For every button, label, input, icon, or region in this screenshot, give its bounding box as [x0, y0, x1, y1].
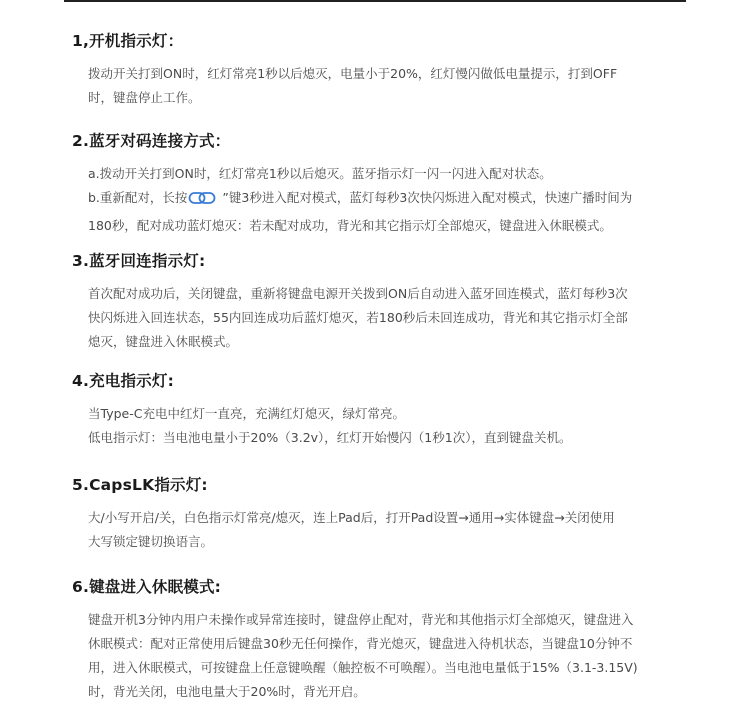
body-line-end: ”键3秒进入配对模式，蓝灯每秒3次快闪烁进入配对模式，快速广播时间为 — [218, 190, 633, 205]
body-line: 用，进入休眠模式，可按键盘上任意键唤醒（触控板不可唤醒）。当电池电量低于15%（3.1-3.15V) — [88, 660, 638, 675]
section-charging-indicator — [72, 370, 712, 474]
section-title: 1,开机指示灯： — [72, 32, 184, 50]
section-bluetooth-reconnect — [72, 250, 712, 370]
body-line: 时，背光关闭，电池电量大于20%时，背光开启。 — [88, 684, 366, 699]
instructions-content — [72, 30, 712, 704]
section-power-indicator — [72, 30, 712, 130]
section-body — [88, 506, 712, 554]
body-line: 当Type-C充电中红灯一直亮，充满红灯熄灭，绿灯常亮。 — [88, 406, 405, 421]
body-line: 大写锁定键切换语言。 — [88, 534, 214, 549]
body-line: 180秒，配对成功蓝灯熄灭：若未配对成功，背光和其它指示灯全部熄灭，键盘进入休眠模式。 — [88, 218, 612, 233]
body-line: 熄灭，键盘进入休眠模式。 — [88, 334, 239, 349]
section-capslock-indicator — [72, 474, 712, 576]
body-line: 低电指示灯：当电池电量小于20%（3.2v），红灯开始慢闪（1秒1次），直到键盘关机。 — [88, 430, 572, 445]
body-line — [88, 186, 712, 214]
section-body — [88, 608, 712, 704]
body-line: a.拨动开关打到ON时，红灯常亮1秒以后熄灭。蓝牙指示灯一闪一闪进入配对状态。 — [88, 166, 552, 181]
section-sleep-mode — [72, 576, 712, 704]
body-line: 休眠模式：配对正常使用后键盘30秒无任何操作，背光熄灭，键盘进入待机状态，当键盘10分钟不 — [88, 636, 633, 651]
section-body — [88, 402, 712, 450]
body-line-start: b.重新配对，长按 — [88, 190, 188, 205]
body-line: 拨动开关打到ON时，红灯常亮1秒以后熄灭，电量小于20%，红灯慢闪做低电量提示，打到OFF — [88, 66, 618, 81]
section-bluetooth-pairing — [72, 130, 712, 250]
body-line: 时，键盘停止工作。 — [88, 90, 201, 105]
section-title: 2.蓝牙对码连接方式： — [72, 132, 231, 150]
section-body — [88, 282, 712, 354]
section-title: 3.蓝牙回连指示灯: — [72, 252, 206, 270]
section-title: 5.CapsLK指示灯: — [72, 476, 208, 494]
section-body — [88, 62, 712, 110]
section-title: 4.充电指示灯: — [72, 372, 174, 390]
body-line: 大/小写开启/关，白色指示灯常亮/熄灭，连上Pad后，打开Pad设置→通用→实体键盘→关闭使用 — [88, 510, 615, 525]
body-line: 键盘开机3分钟内用户未操作或异常连接时，键盘停止配对，背光和其他指示灯全部熄灭，键盘进入 — [88, 612, 634, 627]
section-body — [88, 162, 712, 238]
link-icon — [188, 190, 216, 214]
body-line: 快闪烁进入回连状态，55内回连成功后蓝灯熄灭，若180秒后未回连成功，背光和其它指示灯全部 — [88, 310, 628, 325]
section-title: 6.键盘进入休眠模式: — [72, 578, 222, 596]
top-divider — [64, 0, 686, 2]
body-line: 首次配对成功后，关闭键盘，重新将键盘电源开关拨到ON后自动进入蓝牙回连模式，蓝灯每秒3次 — [88, 286, 628, 301]
